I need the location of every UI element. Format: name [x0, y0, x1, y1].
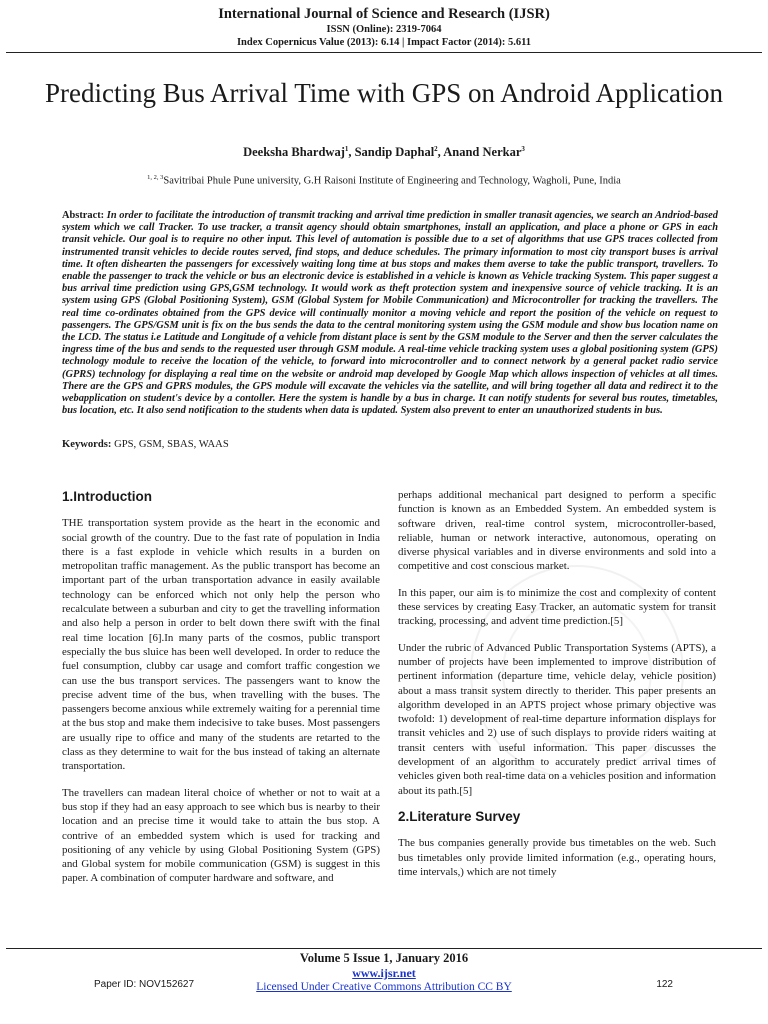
author-superscript: 2	[434, 145, 438, 153]
page-number: 122	[656, 979, 673, 990]
header-divider	[6, 52, 762, 53]
journal-name: International Journal of Science and Research (IJSR)	[218, 6, 550, 22]
affiliation	[0, 174, 768, 187]
volume-issue: Volume 5 Issue 1, January 2016	[299, 951, 469, 965]
author-list	[0, 145, 768, 160]
paragraph: The bus companies generally provide bus timetables on the web. Such bus timetables only provide limited information (e.g., operating hours, time intervals,) which are not timely	[398, 837, 716, 878]
footer-divider	[6, 948, 762, 949]
paragraph: The travellers can madean literal choice of whether or not to wait at a bus stop if they had an easy approach to see which bus is nearby to their location and an precise time it would take to attain the bus stop. A contrive of an embedded system which is used for tracking and positioning of any vehicle by using Global Positioning System (GPS) and Global system for mobile communication (GSM) is suggest in this paper. A combination of computer hardware and software, and	[62, 786, 380, 885]
paragraph: perhaps additional mechanical part designed to perform a specific function is known as an Embedded System. An embedded system is software driven, real-time control system, microcontroller-based, reliable, human or network interactive, autonomous, operating on diverse physical variables and in diverse environments and sold into a competitive and cost conscious market.	[398, 489, 716, 573]
index-line: Index Copernicus Value (2013): 6.14 | Impact Factor (2014): 5.611	[236, 37, 532, 48]
license-link[interactable]: Licensed Under Creative Commons Attribution CC BY	[256, 981, 512, 993]
paragraph: In this paper, our aim is to minimize the cost and complexity of content these services by creating Easy Tracker, an automatic system for transit tracking, processing, and advent time prediction.[5]	[398, 586, 716, 628]
abstract-label: Abstract:	[62, 210, 105, 221]
keywords-text: GPS, GSM, SBAS, WAAS	[114, 439, 229, 450]
section-title-literature-survey: 2.Literature Survey	[398, 808, 521, 824]
author-superscript: 3	[521, 145, 525, 153]
paper-id: Paper ID: NOV152627	[94, 979, 195, 990]
keywords-label: Keywords:	[62, 439, 112, 450]
author-name: Deeksha Bhardwaj	[243, 145, 345, 160]
author-name: Sandip Daphal	[354, 145, 435, 160]
journal-header	[0, 6, 768, 49]
issn-line: ISSN (Online): 2319-7064	[326, 24, 442, 35]
keywords	[62, 439, 229, 450]
right-column	[398, 488, 716, 891]
paragraph: Under the rubric of Advanced Public Transportation Systems (APTS), a number of projects have been implemented to improve distribution of pertinent information (departure time, vehicle delay, vehicle position) about a mass transit system directly to therider. This paper presents an algorithm developed in an APTS project whose primary objective was twofold: 1) development of real-time departure information displays for transit vehicles and 2) use of such displays to provide riders waiting at transit centers with useful information. This paper discusses the development of an algorithm to accurately predict arrival times of vehicles given both real-time data on a vehicles position and information about its path.[5]	[398, 641, 716, 797]
author-name: Anand Nerkar	[443, 145, 522, 160]
abstract-text: In order to facilitate the introduction of transmit tracking and arrival time prediction in smaller tranasit agencies, we search an Andriod-based system which we call Tracker. To use tracker, a transit agency should obtain smartphones, install an application, and place a phone or GPS in each transit vehicle. Our goal is to require no other input. This level of automation is possible due to a set of algorithms that use GPS traces collected from instrumented transit vehicles to decide routes served, find stops, and deduce schedules. The primary information to most city transport buses is arrival time. It often dishearten the passengers for excessively waiting long time at bus stops and makes them averse to take the public transport, travellers. To enable the passenger to track the vehicle or bus an electronic device is established in a vehicle is known as Vehicle tracking System. This paper suggest a bus arrival time prediction using GPS,GSM technology. It would work as theft protection system and inexpensive source of vehicle tracking. It is an system using GPS (Global Positioning System), GSM (Global System for Mobile Communication) and Microcontroller for tracking the travellers. The real time co-ordinates obtained from the GPS device will continually monitor a moving vehicle and report the position of the vehicle on request to passengers. The GPS/GSM unit is fix on the bus sends the data to the central monitoring system using the GSM module and show bus location name on the LCD. The status i.e Latitude and Longitude of a vehicle from distant place is sent by the GSM module to the Server and then the server calculates the ingress time of the bus and sends to the requested user through GSM module. A real-time vehicle tracking system uses a global positioning system (GPS) technology module to receive the location of the vehicle, to forward into microcontroller and to connect network by a general packet radio service (GPRS) technology for displaying a real time on the website or android map developed by Google Map which allows inspection of vehicles at all times. There are the GPS and GPRS modules, the GPS module will excavate the vehicles via the satellite, and will bring together all data and redirect it to the webapplication on student's device by a contoller. Here the system is handle by a bus in charge. It can notify students for several bus routes, timetables, bus location, etc. It also send notification to the students when data is updated. System also prevent to enter an unauthorized students in bus.	[62, 210, 718, 417]
author-superscript: 1	[344, 145, 349, 153]
paper-title: Predicting Bus Arrival Time with GPS on Android Application	[44, 78, 724, 109]
paragraph: THE transportation system provide as the heart in the economic and social growth of the country. Due to the fast rate of population in India there is a fast explode in vehicle which results in a burden on metropolitan traffic management. As the public transport has become an important part of the urban transportation advance in easily available technology can be enforced which not only help the person who recalculate between a suburban and city to get the travelling information and also help a person in order to belt down there swift with the final real time location [6].In many parts of the cosmos, public transport especially the bus sluice has been well developed. In order to reduce the fuel consumption, clubby car usage and comfort traffic congestion we can use the bus transport services. The passengers want to know the precise advent time of the bus, when travelling with the buses. The passengers become anxious while extremely waiting for a perennial time at the bus stop and make them indecisive to take buses. Most passengers are usually ripe to office and many of the students are retarted to the class as they determine to wait for the bus instead of taking an alternate transportation.	[62, 517, 380, 773]
affiliation-superscript: 1, 2, 3	[147, 174, 164, 181]
author-separator: ,	[348, 145, 355, 160]
left-column	[62, 488, 380, 898]
journal-website-link[interactable]: www.ijsr.net	[352, 966, 416, 980]
author-separator: ,	[437, 145, 444, 160]
abstract	[62, 210, 718, 417]
section-title-introduction: 1.Introduction	[62, 489, 152, 504]
affiliation-text: Savitribai Phule Pune university, G.H Raisoni Institute of Engineering and Technology, Wagholi, Pune, India	[163, 175, 621, 187]
